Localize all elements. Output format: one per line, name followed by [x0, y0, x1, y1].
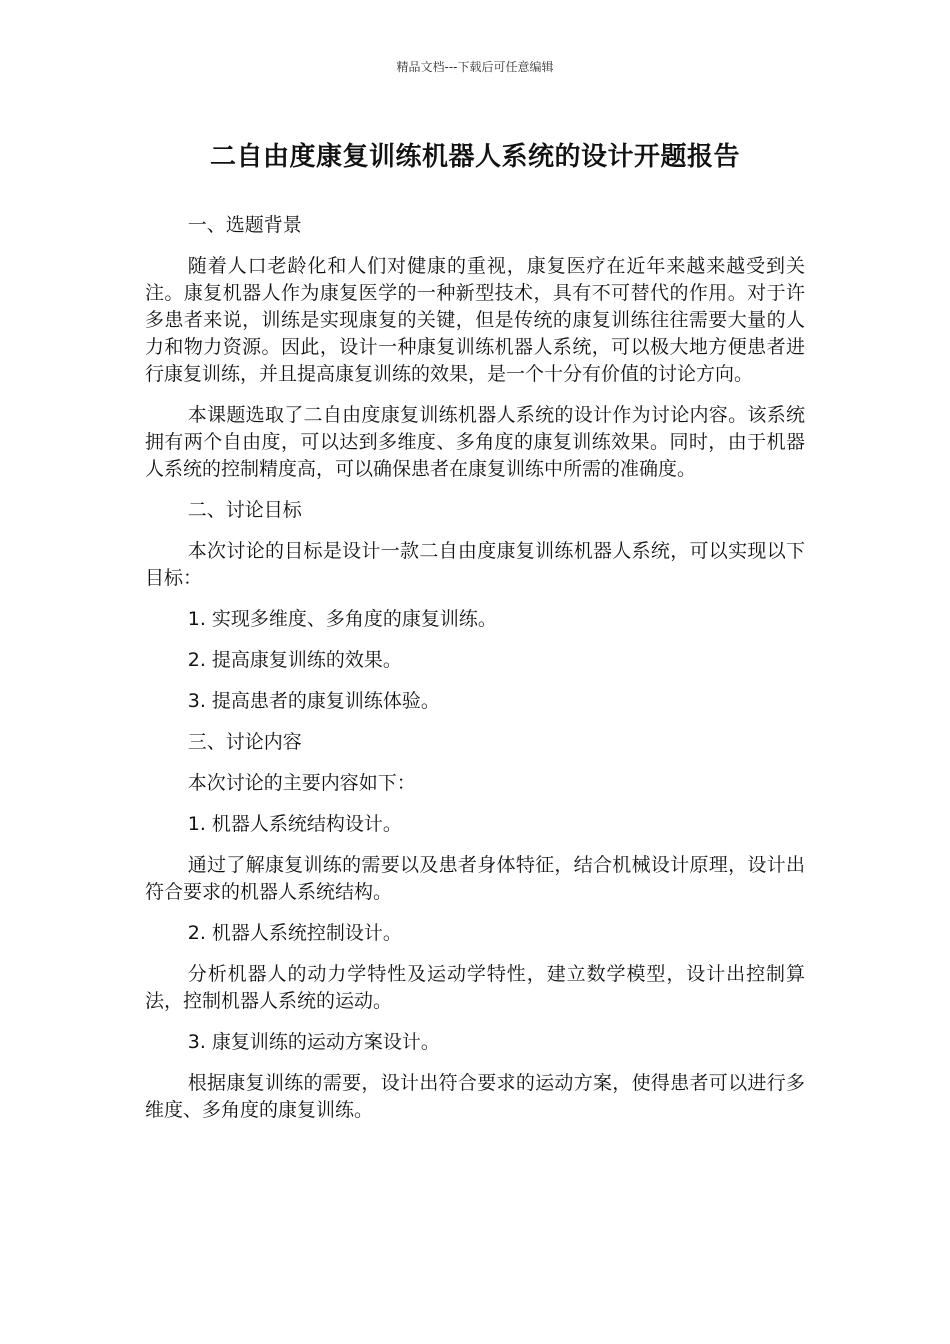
section-heading-background: 一、选题背景 — [187, 214, 302, 236]
document-body — [145, 212, 805, 1138]
section-heading-goals: 二、讨论目标 — [187, 499, 302, 521]
document-title: 二自由度康复训练机器人系统的设计开题报告 — [209, 142, 740, 172]
paragraph-goals-intro: 本次讨论的目标是设计一款二自由度康复训练机器人系统，可以实现以下目标： — [145, 540, 805, 589]
content-item-3-text: 根据康复训练的需要，设计出符合要求的运动方案，使得患者可以进行多维度、多角度的康复训练。 — [145, 1072, 805, 1121]
section-heading-content: 三、讨论内容 — [187, 731, 302, 753]
content-item-3-title: 3. 康复训练的运动方案设计。 — [187, 1031, 440, 1053]
goal-item-2: 2. 提高康复训练的效果。 — [187, 649, 402, 671]
paragraph-content-intro: 本次讨论的主要内容如下： — [187, 772, 416, 794]
goal-item-1: 1. 实现多维度、多角度的康复训练。 — [187, 608, 497, 630]
header-note: 精品文档---下载后可任意编辑 — [396, 60, 554, 74]
content-item-2-title: 2. 机器人系统控制设计。 — [187, 922, 402, 944]
content-item-1-text: 通过了解康复训练的需要以及患者身体特征，结合机械设计原理，设计出符合要求的机器人系统结构。 — [145, 854, 805, 903]
paragraph-topic: 本课题选取了二自由度康复训练机器人系统的设计作为讨论内容。该系统拥有两个自由度，可以达到多维度、多角度的康复训练效果。同时，由于机器人系统的控制精度高，可以确保患者在康复训练中所需的准确度。 — [145, 404, 805, 480]
paragraph-background: 随着人口老龄化和人们对健康的重视，康复医疗在近年来越来越受到关注。康复机器人作为康复医学的一种新型技术，具有不可替代的作用。对于许多患者来说，训练是实现康复的关键，但是传统的康复训练往往需要大量的人力和物力资源。因此，设计一种康复训练机器人系统，可以极大地方便患者进行康复训练，并且提高康复训练的效果，是一个十分有价值的讨论方向。 — [145, 255, 805, 385]
goal-item-3: 3. 提高患者的康复训练体验。 — [187, 690, 440, 712]
content-item-1-title: 1. 机器人系统结构设计。 — [187, 813, 402, 835]
content-item-2-text: 分析机器人的动力学特性及运动学特性，建立数学模型，设计出控制算法，控制机器人系统的运动。 — [145, 963, 805, 1012]
